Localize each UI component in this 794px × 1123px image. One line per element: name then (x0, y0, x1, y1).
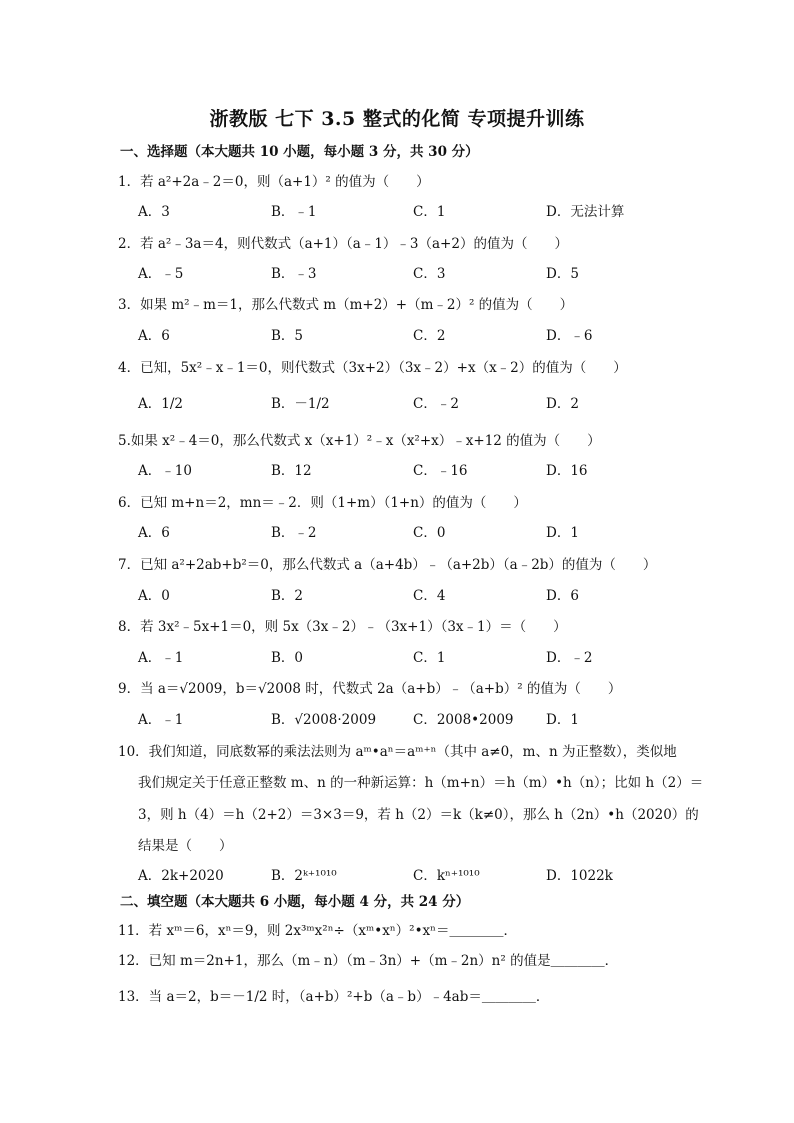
option-a[interactable]: A．﹣1 (138, 712, 184, 728)
question-7-stem: 7．已知 a²+2ab+b²＝0，那么代数式 a（a+4b）﹣（a+2b）（a﹣2b）的值为（ ） (118, 557, 657, 573)
option-c[interactable]: C．4 (413, 588, 446, 604)
option-a[interactable]: A．1/2 (138, 396, 183, 412)
question-10-stem-line-4: 结果是（ ） (138, 838, 233, 854)
option-c[interactable]: C．1 (413, 650, 446, 666)
question-10-stem-line-2: 我们规定关于任意正整数 m、n 的一种新运算：h（m+n）＝h（m）•h（n）；比如 h（2）＝ (138, 775, 704, 791)
question-10-stem-line-1: 10．我们知道，同底数幂的乘法法则为 aᵐ•aⁿ＝aᵐ⁺ⁿ（其中 a≠0，m、n 为正整数），类似地 (118, 744, 677, 760)
option-b[interactable]: B．0 (271, 650, 304, 666)
option-b[interactable]: B．﹣1 (271, 204, 317, 220)
option-b[interactable]: B．2ᵏ⁺¹⁰¹⁰ (271, 868, 337, 884)
option-b[interactable]: B．2 (271, 588, 304, 604)
page-title: 浙教版 七下 3.5 整式的化简 专项提升训练 (209, 108, 585, 130)
option-c[interactable]: C．﹣16 (413, 463, 468, 479)
question-9-stem: 9．当 a＝√2009，b＝√2008 时，代数式 2a（a+b）﹣（a+b）² 的值为（ ） (118, 681, 622, 697)
question-2-stem: 2．若 a²﹣3a＝4，则代数式（a+1）（a﹣1）﹣3（a+2）的值为（ ） (118, 236, 568, 252)
option-b[interactable]: B．﹣2 (271, 525, 317, 541)
question-8-stem: 8．若 3x²﹣5x+1＝0，则 5x（3x﹣2）﹣（3x+1）（3x﹣1）＝（ ） (118, 619, 567, 635)
question-6-stem: 6．已知 m+n＝2，mn＝﹣2．则（1+m）（1+n）的值为（ ） (118, 495, 527, 511)
option-d[interactable]: D．1022k (546, 868, 613, 884)
option-c[interactable]: C．3 (413, 266, 446, 282)
question-4-options (138, 392, 698, 414)
question-10-stem-line-3: 3，则 h（4）＝h（2+2）＝3×3＝9，若 h（2）＝k（k≠0），那么 h（2n）•h（2020）的 (138, 807, 699, 823)
option-d[interactable]: D．1 (546, 712, 579, 728)
option-b[interactable]: B．5 (271, 328, 304, 344)
option-b[interactable]: B．﹣3 (271, 266, 317, 282)
option-d[interactable]: D．﹣2 (546, 650, 593, 666)
option-a[interactable]: A．0 (138, 588, 170, 604)
question-2-options (138, 262, 698, 284)
option-d[interactable]: D．16 (546, 463, 588, 479)
option-c[interactable]: C．2008•2009 (413, 712, 514, 728)
option-c[interactable]: C．1 (413, 204, 446, 220)
option-c[interactable]: C．kⁿ⁺¹⁰¹⁰ (413, 868, 480, 884)
option-a[interactable]: A．﹣10 (138, 463, 192, 479)
question-4-stem: 4．已知，5x²﹣x﹣1＝0，则代数式（3x+2）（3x﹣2）+x（x﹣2）的值为（ ） (118, 360, 627, 376)
question-5-stem: 5.如果 x²﹣4＝0，那么代数式 x（x+1）²﹣x（x²+x）﹣x+12 的值为（ ） (118, 433, 601, 449)
question-7-options (138, 584, 698, 606)
question-11-stem: 11．若 xᵐ＝6，xⁿ＝9，则 2x³ᵐx²ⁿ÷（xᵐ•xⁿ）²•xⁿ＝＿＿＿＿． (118, 923, 517, 939)
option-c[interactable]: C．0 (413, 525, 446, 541)
question-6-options (138, 521, 698, 543)
option-b[interactable]: B．√2008·2009 (271, 712, 377, 728)
option-c[interactable]: C．2 (413, 328, 446, 344)
option-a[interactable]: A．6 (138, 328, 170, 344)
section-choice-heading: 一、选择题（本大题共 10 小题，每小题 3 分，共 30 分） (120, 144, 479, 160)
option-d[interactable]: D．无法计算 (546, 204, 625, 220)
question-1-stem: 1．若 a²+2a﹣2＝0，则（a+1）² 的值为（ ） (118, 174, 430, 190)
option-d[interactable]: D．﹣6 (546, 328, 593, 344)
option-d[interactable]: D．6 (546, 588, 579, 604)
option-a[interactable]: A．3 (138, 204, 170, 220)
question-5-options (138, 459, 698, 481)
question-8-options (138, 646, 698, 668)
question-12-stem: 12．已知 m＝2n+1，那么（m﹣n）（m﹣3n）+（m﹣2n）n² 的值是＿＿＿＿． (118, 953, 619, 969)
option-b[interactable]: B．－1/2 (271, 396, 330, 412)
option-d[interactable]: D．1 (546, 525, 579, 541)
option-d[interactable]: D．5 (546, 266, 579, 282)
option-a[interactable]: A．2k+2020 (138, 868, 224, 884)
question-3-options (138, 324, 698, 346)
question-1-options (138, 200, 698, 222)
option-a[interactable]: A．﹣5 (138, 266, 184, 282)
question-10-options (138, 864, 698, 886)
option-b[interactable]: B．12 (271, 463, 312, 479)
option-c[interactable]: C．﹣2 (413, 396, 459, 412)
question-3-stem: 3．如果 m²﹣m＝1，那么代数式 m（m+2）+（m﹣2）² 的值为（ ） (118, 297, 574, 313)
question-13-stem: 13．当 a＝2，b＝－1/2 时，（a+b）²+b（a﹣b）﹣4ab＝＿＿＿＿． (118, 989, 550, 1005)
option-a[interactable]: A．﹣1 (138, 650, 184, 666)
section-fill-heading: 二、填空题（本大题共 6 小题，每小题 4 分，共 24 分） (120, 894, 470, 910)
question-9-options (138, 708, 698, 730)
option-d[interactable]: D．2 (546, 396, 579, 412)
option-a[interactable]: A．6 (138, 525, 170, 541)
